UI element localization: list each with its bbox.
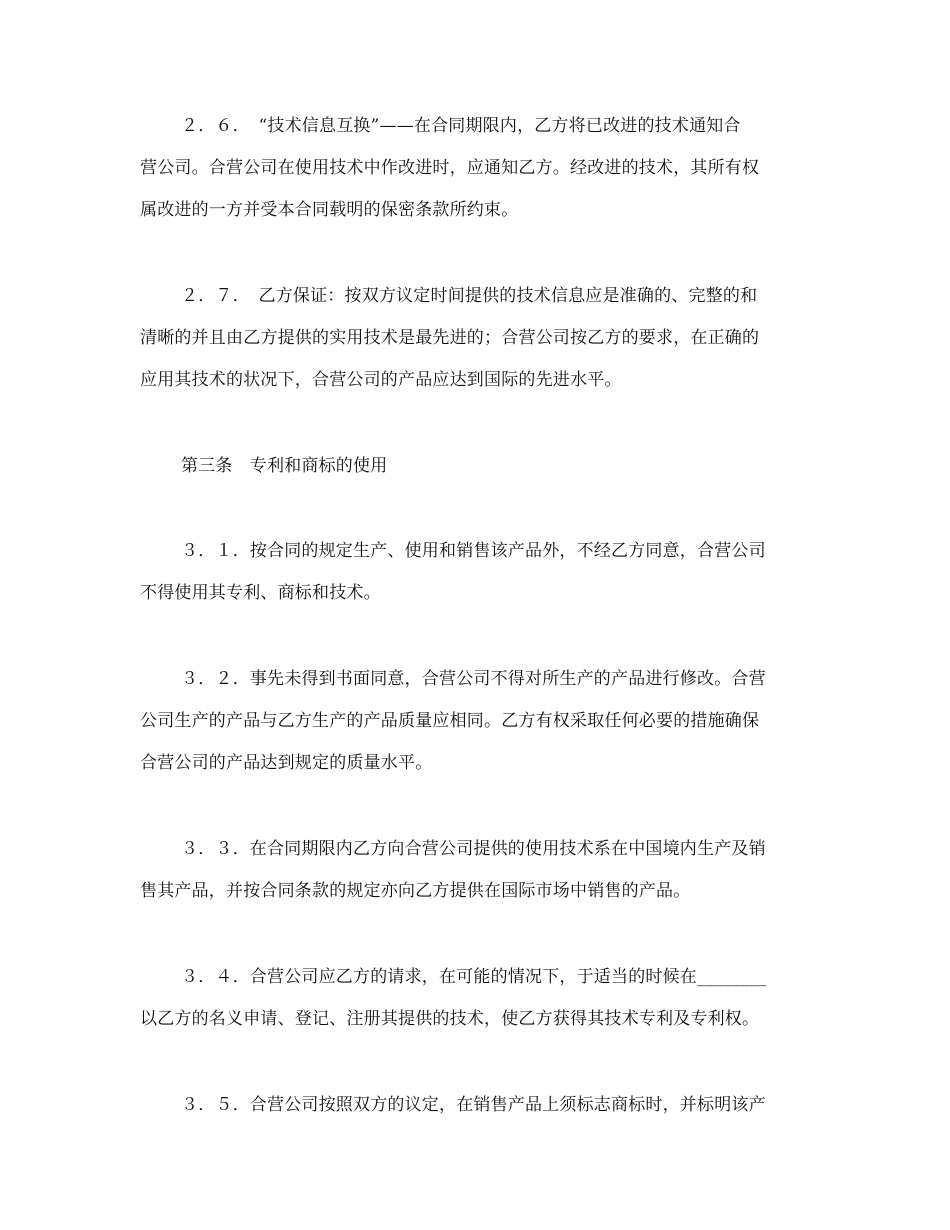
clause-2-6-line-1: ２．６． “技术信息互换”——在合同期限内，乙方将已改进的技术通知合 bbox=[181, 116, 741, 136]
clause-2-6-line-2: 营公司。合营公司在使用技术中作改进时，应通知乙方。经改进的技术，其所有权 bbox=[140, 158, 760, 178]
clause-3-1-line-1: ３．１．按合同的规定生产、使用和销售该产品外，不经乙方同意，合营公司 bbox=[181, 541, 766, 561]
clause-2-7-line-2: 清晰的并且由乙方提供的实用技术是最先进的；合营公司按乙方的要求，在正确的 bbox=[140, 328, 760, 348]
clause-2-7-line-3: 应用其技术的状况下，合营公司的产品应达到国际的先进水平。 bbox=[140, 370, 622, 390]
article-3-heading: 第三条 专利和商标的使用 bbox=[181, 456, 388, 476]
clause-3-1-line-2: 不得使用其专利、商标和技术。 bbox=[140, 583, 381, 603]
clause-3-3-line-2: 售其产品，并按合同条款的规定亦向乙方提供在国际市场中销售的产品。 bbox=[140, 881, 691, 901]
clause-3-2-line-1: ３．２．事先未得到书面同意，合营公司不得对所生产的产品进行修改。合营 bbox=[181, 669, 766, 689]
clause-2-6-line-3: 属改进的一方并受本合同载明的保密条款所约束。 bbox=[140, 200, 519, 220]
clause-3-4-line-1: ３．４．合营公司应乙方的请求，在可能的情况下，于适当的时候在________ bbox=[181, 967, 767, 987]
clause-3-3-line-1: ３．３．在合同期限内乙方向合营公司提供的使用技术系在中国境内生产及销 bbox=[181, 839, 766, 859]
clause-3-4-line-2: 以乙方的名义申请、登记、注册其提供的技术，使乙方获得其技术专利及专利权。 bbox=[140, 1009, 760, 1029]
clause-2-7-line-1: ２．７． 乙方保证：按双方议定时间提供的技术信息应是准确的、完整的和 bbox=[181, 286, 758, 306]
clause-3-2-line-2: 公司生产的产品与乙方生产的产品质量应相同。乙方有权采取任何必要的措施确保 bbox=[140, 711, 760, 731]
clause-3-2-line-3: 合营公司的产品达到规定的质量水平。 bbox=[140, 753, 433, 773]
clause-3-5-line-1: ３．５．合营公司按照双方的议定，在销售产品上须标志商标时，并标明该产 bbox=[181, 1095, 766, 1115]
